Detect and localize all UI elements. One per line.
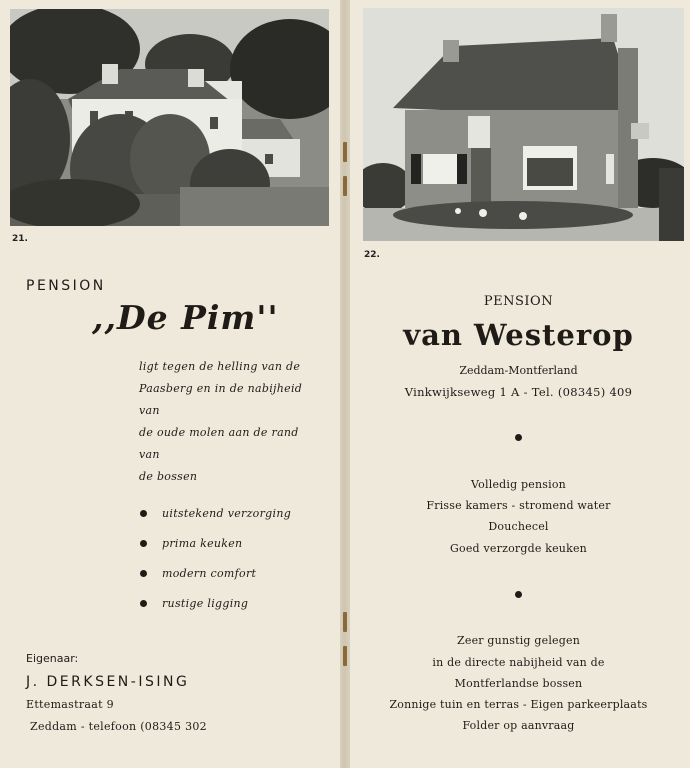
staple-top-lower [343, 176, 347, 196]
owner-address: Ettemastraat 9 [26, 698, 114, 711]
right-pension-name: van Westerop [403, 318, 634, 352]
photo-pension-de-pim [10, 9, 329, 226]
divider-dot-icon [515, 591, 522, 598]
right-address: Vinkwijkseweg 1 A - Tel. (08345) 409 [404, 385, 633, 399]
bullet-icon [140, 540, 147, 547]
left-heading: PENSION [26, 278, 106, 294]
feature-item: uitstekend verzorging [140, 498, 291, 528]
feature-item: prima keuken [140, 528, 291, 558]
right-place: Zeddam-Montferland [459, 364, 578, 377]
owner-label: Eigenaar: [26, 652, 79, 665]
location-line: Folder op aanvraag [462, 719, 575, 732]
description-line: de bossen [139, 470, 198, 483]
owner-name: J. DERKSEN-ISING [26, 674, 190, 690]
bullet-icon [140, 600, 147, 607]
location-line: Zonnige tuin en terras - Eigen parkeerplaats [389, 698, 648, 711]
left-description [139, 356, 314, 488]
location-line: Zeer gunstig gelegen [457, 634, 580, 647]
description-line: ligt tegen de helling van de [139, 360, 301, 373]
owner-phone: Zeddam - telefoon (08345 302 [30, 720, 207, 733]
staple-bottom-upper [343, 612, 347, 632]
photo-pension-van-westerop [363, 8, 684, 241]
amenity-line: Douchecel [488, 520, 549, 533]
amenity-line: Goed verzorgde keuken [450, 542, 587, 555]
bullet-icon [140, 510, 147, 517]
amenity-line: Frisse kamers - stromend water [426, 499, 611, 512]
bullet-icon [140, 570, 147, 577]
divider-dot-icon [515, 434, 522, 441]
feature-list [140, 498, 291, 618]
location-line: in de directe nabijheid van de [432, 656, 605, 669]
photo-number-right: 22. [364, 250, 380, 260]
photo-number-left: 21. [12, 234, 28, 244]
amenity-line: Volledig pension [471, 478, 566, 491]
location-line: Montferlandse bossen [454, 677, 583, 690]
right-heading: PENSION [483, 294, 554, 309]
description-line: de oude molen aan de rand van [139, 426, 299, 461]
feature-item: modern comfort [140, 558, 291, 588]
description-line: Paasberg en in de nabijheid van [139, 382, 303, 417]
feature-item: rustige ligging [140, 588, 291, 618]
left-pension-name: ,,De Pim'' [92, 298, 279, 337]
staple-top-upper [343, 142, 347, 162]
